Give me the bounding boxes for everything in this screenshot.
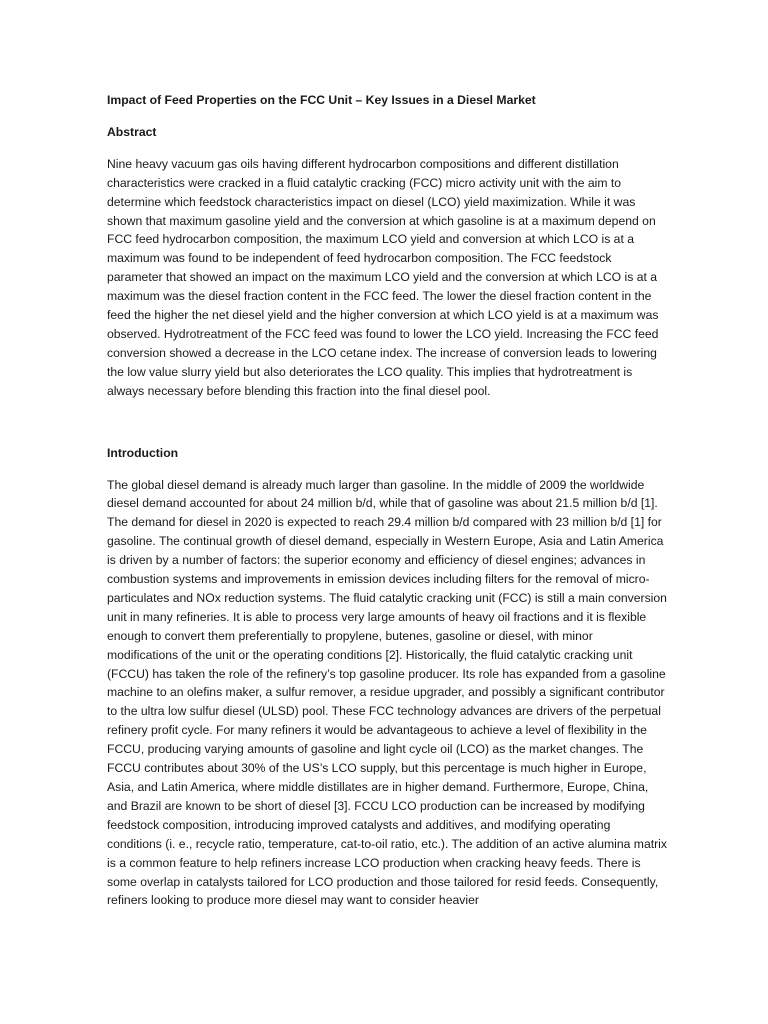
document-title: Impact of Feed Properties on the FCC Unit – Key Issues in a Diesel Market: [107, 93, 536, 107]
document-body: [107, 91, 667, 910]
abstract-paragraph: Nine heavy vacuum gas oils having different hydrocarbon compositions and different distillation characteristics were cracked in a fluid catalytic cracking (FCC) micro activity unit with the aim to determine which feedstock characteristics impact on diesel (LCO) yield maximization. While it was shown that maximum gasoline yield and the conversion at which gasoline is at a maximum depend on FCC feed hydrocarbon composition, the maximum LCO yield and conversion at which LCO is at a maximum was found to be independent of feed hydrocarbon composition. The FCC feedstock parameter that showed an impact on the maximum LCO yield and the conversion at which LCO is at a maximum was the diesel fraction content in the FCC feed. The lower the diesel fraction content in the feed the higher the net diesel yield and the higher conversion at which LCO yield is at a maximum was observed. Hydrotreatment of the FCC feed was found to lower the LCO yield. Increasing the FCC feed conversion showed a decrease in the LCO cetane index. The increase of conversion leads to lowering the low value slurry yield but also deteriorates the LCO quality. This implies that hydrotreatment is always necessary before blending this fraction into the final diesel pool.: [107, 156, 659, 398]
introduction-heading: Introduction: [107, 445, 179, 460]
introduction-paragraph: The global diesel demand is already much larger than gasoline. In the middle of 2009 the worldwide diesel demand accounted for about 24 million b/d, while that of gasoline was about 21.5 million b/d [1]. The demand for diesel in 2020 is expected to reach 29.4 million b/d compared with 23 million b/d [1] for gasoline. The continual growth of diesel demand, especially in Western Europe, Asia and Latin America is driven by a number of factors: the superior economy and efficiency of diesel engines; advances in combustion systems and improvements in emission devices including filters for the removal of micro-particulates and NOx reduction systems. The fluid catalytic cracking unit (FCC) is still a main conversion unit in many refineries. It is able to process very large amounts of heavy oil fractions and it is flexible enough to convert them preferentially to propylene, butenes, gasoline or diesel, with minor modifications of the unit or the operating conditions [2]. Historically, the fluid catalytic cracking unit (FCCU) has taken the role of the refinery’s top gasoline producer. Its role has expanded from a gasoline machine to an olefins maker, a sulfur remover, a residue upgrader, and possibly a significant contributor to the ultra low sulfur diesel (ULSD) pool. These FCC technology advances are drivers of the perpetual refinery profit cycle. For many refiners it would be advantageous to achieve a level of flexibility in the FCCU, producing varying amounts of gasoline and light cycle oil (LCO) as the market changes. The FCCU contributes about 30% of the US’s LCO supply, but this percentage is much higher in Europe, Asia, and Latin America, where middle distillates are in higher demand. Furthermore, Europe, China, and Brazil are known to be short of diesel [3]. FCCU LCO production can be increased by modifying feedstock composition, introducing improved catalysts and additives, and modifying operating conditions (i. e., recycle ratio, temperature, cat-to-oil ratio, etc.). The addition of an active alumina matrix is a common feature to help refiners increase LCO production when cracking heavy feeds. There is some overlap in catalysts tailored for LCO production and those tailored for resid feeds. Consequently, refiners looking to produce more diesel may want to consider heavier: [107, 477, 667, 908]
abstract-heading: Abstract: [107, 124, 157, 139]
